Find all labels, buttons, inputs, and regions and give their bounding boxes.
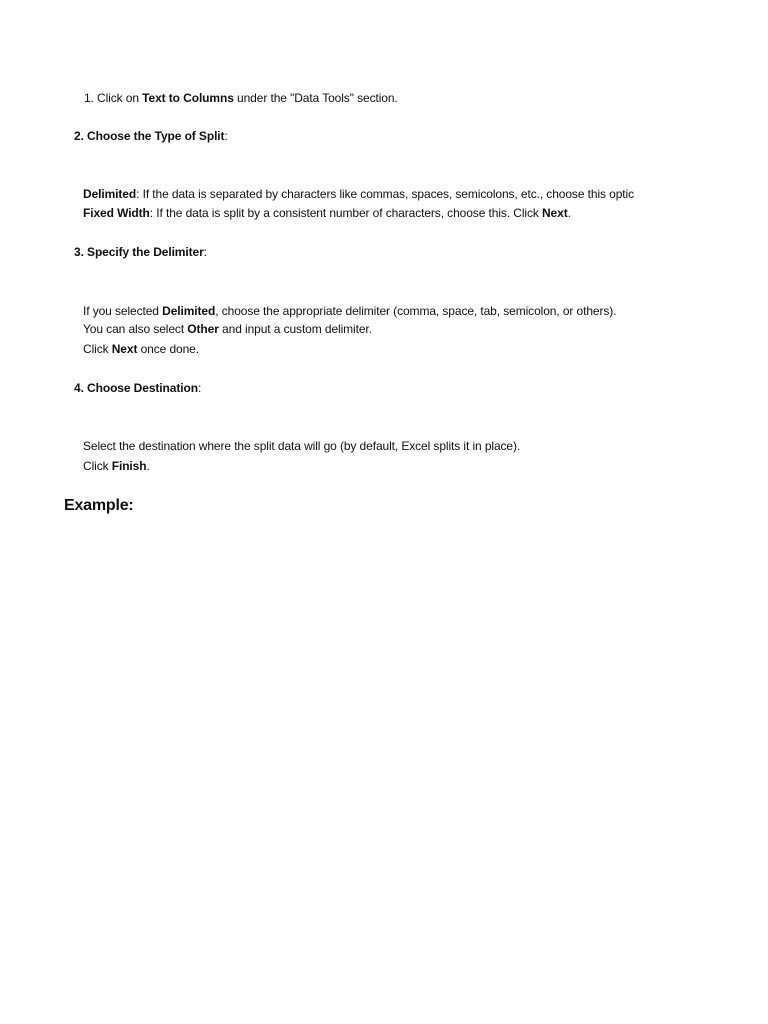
- step-4-line-2-post: .: [146, 459, 150, 473]
- step-3-line-2-bold: Other: [187, 322, 219, 336]
- step-3-heading: [74, 244, 207, 260]
- step-1-post: under the "Data Tools" section.: [233, 91, 398, 105]
- step-2-fixed-width-line: [83, 205, 571, 221]
- step-3-line-2-pre: You can also select: [83, 322, 188, 336]
- step-1-bold: Text to Columns: [142, 91, 234, 105]
- step-4-line-2: [83, 458, 150, 474]
- step-3-line-3-post: once done.: [137, 342, 199, 356]
- step-3-colon: :: [203, 245, 207, 259]
- step-3-line-1-pre: If you selected: [83, 304, 163, 318]
- fixed-width-next: Next: [541, 206, 568, 220]
- step-4-number: 4.: [74, 381, 84, 395]
- step-3-line-2: [83, 321, 372, 337]
- delimited-text: : If the data is separated by characters like commas, spaces, semicolons, etc., choose this optic: [136, 187, 634, 201]
- step-3-title: Specify the Delimiter: [87, 245, 204, 259]
- step-4-heading: [74, 380, 201, 396]
- step-4-colon: :: [197, 381, 202, 395]
- delimited-label: Delimited: [83, 187, 137, 201]
- step-1-line: [84, 90, 398, 106]
- step-4-line-2-bold: Finish: [111, 459, 147, 473]
- example-heading: Example:: [64, 497, 134, 514]
- step-3-line-1-bold: Delimited: [162, 304, 216, 318]
- step-3-line-3-bold: Next: [111, 342, 138, 356]
- step-2-heading: [74, 128, 228, 144]
- step-4-line-1: [83, 438, 520, 454]
- step-3-line-1-post: , choose the appropriate delimiter (comma, space, tab, semicolon, or others).: [215, 304, 617, 318]
- step-4-line-2-pre: Click: [83, 459, 112, 473]
- fixed-width-end: .: [567, 206, 571, 220]
- step-3-line-1: [83, 303, 616, 319]
- step-1-pre: Click on: [97, 91, 143, 105]
- step-2-colon: :: [224, 129, 228, 143]
- step-2-title: Choose the Type of Split: [87, 129, 225, 143]
- step-2-number: 2.: [74, 129, 84, 143]
- fixed-width-label: Fixed Width: [83, 206, 150, 220]
- step-3-number: 3.: [74, 245, 84, 259]
- step-4-line-1-text: Select the destination where the split data will go (by default, Excel splits it in place).: [83, 439, 521, 453]
- step-3-line-3: [83, 341, 199, 357]
- step-4-title: Choose Destination: [87, 381, 198, 395]
- step-1-number: 1.: [84, 91, 94, 105]
- step-3-line-3-pre: Click: [83, 342, 112, 356]
- step-3-line-2-post: and input a custom delimiter.: [218, 322, 372, 336]
- fixed-width-text: : If the data is split by a consistent number of characters, choose this. Click: [149, 206, 542, 220]
- step-2-delimited-line: [83, 186, 668, 202]
